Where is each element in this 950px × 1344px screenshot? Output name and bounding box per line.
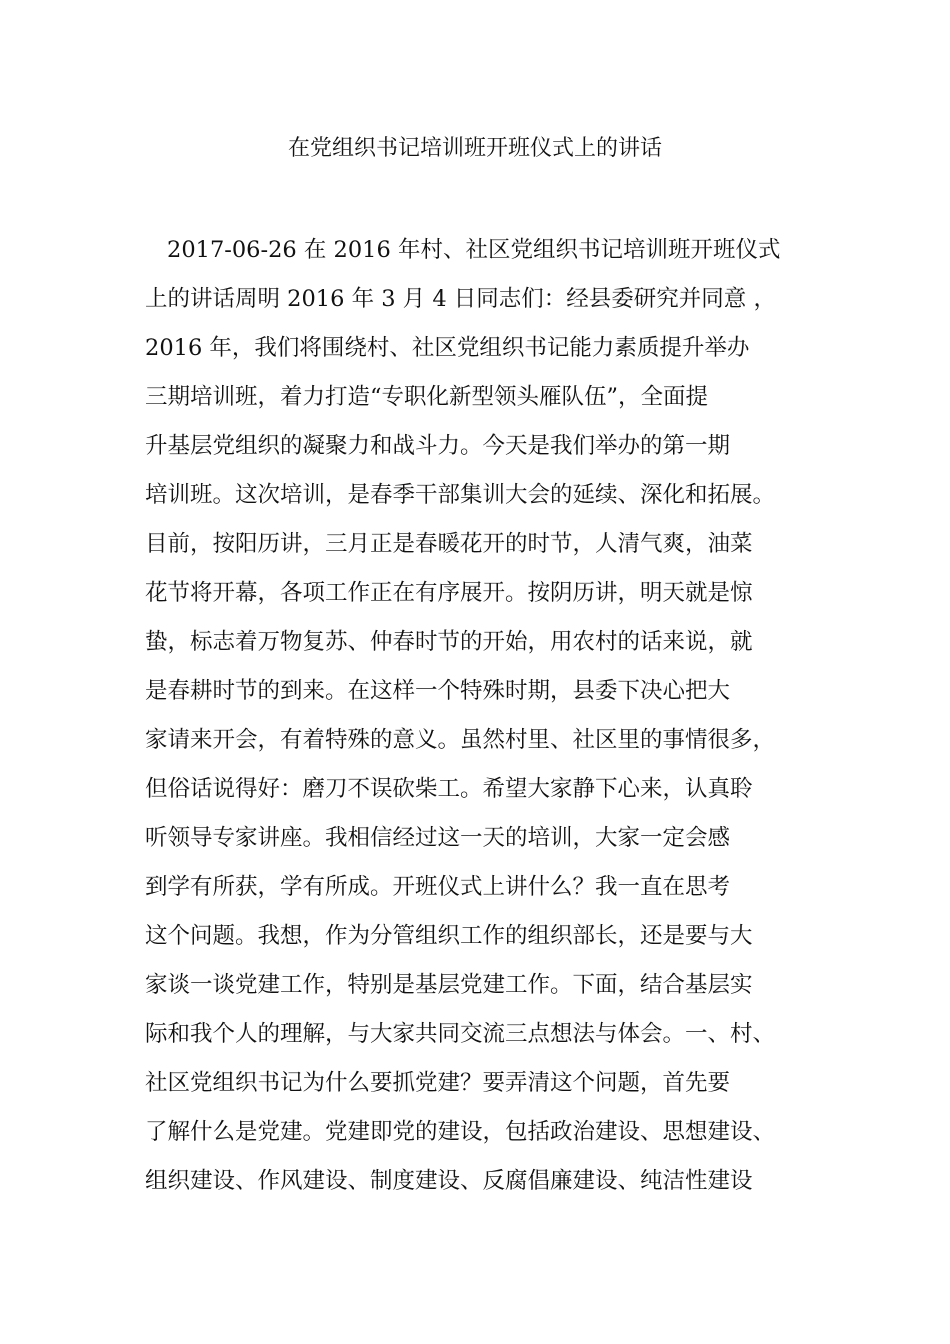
body-line: 组织建设、作风建设、制度建设、反腐倡廉建设、纯洁性建设 — [145, 1168, 753, 1194]
body-line: 花节将开幕，各项工作正在有序展开。按阴历讲，明天就是惊 — [145, 580, 753, 606]
body-line: 升基层党组织的凝聚力和战斗力。今天是我们举办的第一期 — [145, 433, 731, 459]
body-line: 2017-06-26 在 2016 年村、社区党组织书记培训班开班仪式 — [167, 237, 781, 263]
body-line: 2016 年，我们将围绕村、社区党组织书记能力素质提升举办 — [145, 335, 750, 361]
body-line: 培训班。这次培训，是春季干部集训大会的延续、深化和拓展。 — [145, 482, 776, 508]
body-line: 家请来开会，有着特殊的意义。虽然村里、社区里的事情很多， — [145, 727, 776, 753]
body-line: 了解什么是党建。党建即党的建设，包括政治建设、思想建设、 — [145, 1119, 776, 1145]
body-line: 三期培训班，着力打造“专职化新型领头雁队伍”，全面提 — [145, 384, 709, 410]
body-line: 这个问题。我想，作为分管组织工作的组织部长，还是要与大 — [145, 923, 753, 949]
body-line: 听领导专家讲座。我相信经过这一天的培训，大家一定会感 — [145, 825, 731, 851]
body-line: 蛰，标志着万物复苏、仲春时节的开始，用农村的话来说，就 — [145, 629, 753, 655]
body-line: 目前，按阳历讲，三月正是春暖花开的时节，人清气爽，油菜 — [145, 531, 753, 557]
body-line: 到学有所获，学有所成。开班仪式上讲什么？我一直在思考 — [145, 874, 731, 900]
document-title: 在党组织书记培训班开班仪式上的讲话 — [287, 136, 662, 161]
body-line: 但俗话说得好：磨刀不误砍柴工。希望大家静下心来，认真聆 — [145, 776, 753, 802]
body-line: 家谈一谈党建工作，特别是基层党建工作。下面，结合基层实 — [145, 972, 753, 998]
body-line: 社区党组织书记为什么要抓党建？要弄清这个问题，首先要 — [145, 1070, 731, 1096]
document-body — [145, 230, 825, 1210]
body-line: 是春耕时节的到来。在这样一个特殊时期，县委下决心把大 — [145, 678, 731, 704]
body-line: 际和我个人的理解，与大家共同交流三点想法与体会。一、村、 — [145, 1021, 776, 1047]
body-line: 上的讲话周明 2016 年 3 月 4 日同志们：经县委研究并同意 ， — [145, 286, 776, 312]
